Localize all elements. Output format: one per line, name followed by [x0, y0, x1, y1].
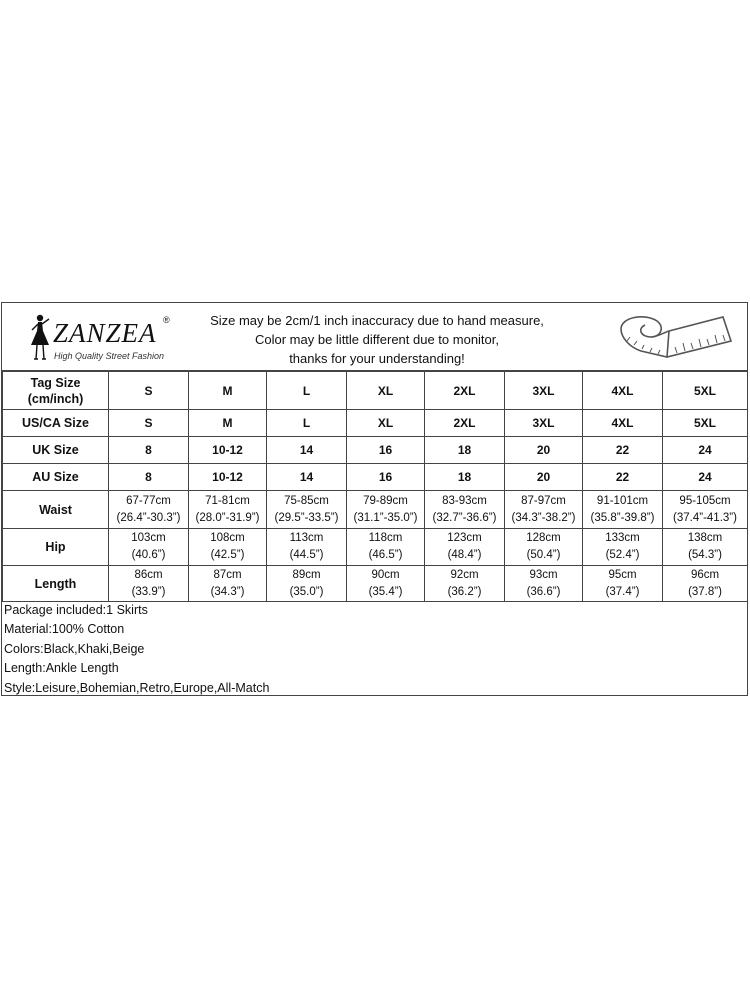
row-label: Waist — [3, 491, 109, 529]
row-length — [3, 566, 748, 602]
chart-header — [2, 303, 747, 371]
size-cell: L — [267, 410, 347, 437]
measure-cell: 113cm (44.5”) — [267, 529, 347, 566]
size-cell: M — [189, 372, 267, 410]
measure-cell: 118cm (46.5”) — [347, 529, 425, 566]
brand-tagline: High Quality Street Fashion — [54, 351, 165, 361]
size-cell: S — [109, 410, 189, 437]
size-cell: XL — [347, 372, 425, 410]
measure-cell: 123cm (48.4”) — [425, 529, 505, 566]
notice-line: thanks for your understanding! — [289, 351, 465, 366]
size-cell: M — [189, 410, 267, 437]
measure-cell: 96cm (37.8”) — [663, 566, 748, 602]
size-cell: 18 — [425, 437, 505, 464]
detail-line-style: Style:Leisure,Bohemian,Retro,Europe,All-Match — [4, 680, 270, 695]
size-cell: 8 — [109, 437, 189, 464]
row-label: Tag Size (cm/inch) — [3, 372, 109, 410]
measure-cell: 75-85cm (29.5”-33.5”) — [267, 491, 347, 529]
measure-cell: 79-89cm (31.1”-35.0”) — [347, 491, 425, 529]
measure-cell: 91-101cm (35.8”-39.8”) — [583, 491, 663, 529]
measure-cell: 87-97cm (34.3”-38.2”) — [505, 491, 583, 529]
row-waist — [3, 491, 748, 529]
size-cell: 10-12 — [189, 437, 267, 464]
row-label: UK Size — [3, 437, 109, 464]
size-cell: 5XL — [663, 410, 748, 437]
measure-cell: 86cm (33.9”) — [109, 566, 189, 602]
size-table — [2, 371, 748, 602]
size-cell: 2XL — [425, 410, 505, 437]
registered-mark: ® — [163, 315, 170, 325]
size-cell: 22 — [583, 437, 663, 464]
size-cell: 24 — [663, 437, 748, 464]
size-cell: 24 — [663, 464, 748, 491]
size-cell: L — [267, 372, 347, 410]
detail-line-package: Package included:1 Skirts — [4, 603, 148, 617]
size-cell: 4XL — [583, 410, 663, 437]
row-us-ca-size — [3, 410, 748, 437]
row-uk-size — [3, 437, 748, 464]
measure-cell: 103cm (40.6”) — [109, 529, 189, 566]
size-cell: 8 — [109, 464, 189, 491]
measure-cell: 83-93cm (32.7”-36.6”) — [425, 491, 505, 529]
size-cell: XL — [347, 410, 425, 437]
size-cell: 5XL — [663, 372, 748, 410]
size-cell: 20 — [505, 437, 583, 464]
measure-cell: 93cm (36.6”) — [505, 566, 583, 602]
product-details — [4, 601, 269, 698]
brand-logo — [27, 309, 187, 367]
measure-cell: 92cm (36.2”) — [425, 566, 505, 602]
size-cell: 14 — [267, 464, 347, 491]
size-cell: 16 — [347, 437, 425, 464]
measure-cell: 90cm (35.4”) — [347, 566, 425, 602]
size-cell: 20 — [505, 464, 583, 491]
measure-cell: 133cm (52.4”) — [583, 529, 663, 566]
measure-cell: 138cm (54.3”) — [663, 529, 748, 566]
measure-cell: 67-77cm (26.4”-30.3”) — [109, 491, 189, 529]
detail-line-colors: Colors:Black,Khaki,Beige — [4, 641, 145, 656]
measuring-tape-icon — [607, 307, 737, 367]
row-label: US/CA Size — [3, 410, 109, 437]
size-cell: 16 — [347, 464, 425, 491]
size-cell: 3XL — [505, 410, 583, 437]
size-cell: 4XL — [583, 372, 663, 410]
measure-cell: 108cm (42.5”) — [189, 529, 267, 566]
measure-cell: 95-105cm (37.4”-41.3”) — [663, 491, 748, 529]
row-label: Length — [3, 566, 109, 602]
brand-name: ZANZEA — [53, 318, 157, 348]
size-chart — [1, 302, 748, 696]
measure-cell: 71-81cm (28.0”-31.9”) — [189, 491, 267, 529]
size-cell: 18 — [425, 464, 505, 491]
measure-cell: 128cm (50.4”) — [505, 529, 583, 566]
size-cell: 3XL — [505, 372, 583, 410]
row-tag-size — [3, 372, 748, 410]
size-cell: 22 — [583, 464, 663, 491]
row-label: Hip — [3, 529, 109, 566]
measure-cell: 95cm (37.4”) — [583, 566, 663, 602]
size-cell: 2XL — [425, 372, 505, 410]
notice-line: Color may be little different due to monitor, — [255, 332, 499, 347]
row-hip — [3, 529, 748, 566]
detail-line-material: Material:100% Cotton — [4, 622, 125, 637]
measurement-notice — [182, 311, 572, 368]
detail-line-length: Length:Ankle Length — [4, 661, 119, 676]
notice-line: Size may be 2cm/1 inch inaccuracy due to hand measure, — [210, 313, 544, 328]
fashion-figure-icon — [27, 313, 53, 363]
size-cell: 10-12 — [189, 464, 267, 491]
measure-cell: 89cm (35.0”) — [267, 566, 347, 602]
size-cell: S — [109, 372, 189, 410]
size-cell: 14 — [267, 437, 347, 464]
measure-cell: 87cm (34.3”) — [189, 566, 267, 602]
row-label: AU Size — [3, 464, 109, 491]
row-au-size — [3, 464, 748, 491]
